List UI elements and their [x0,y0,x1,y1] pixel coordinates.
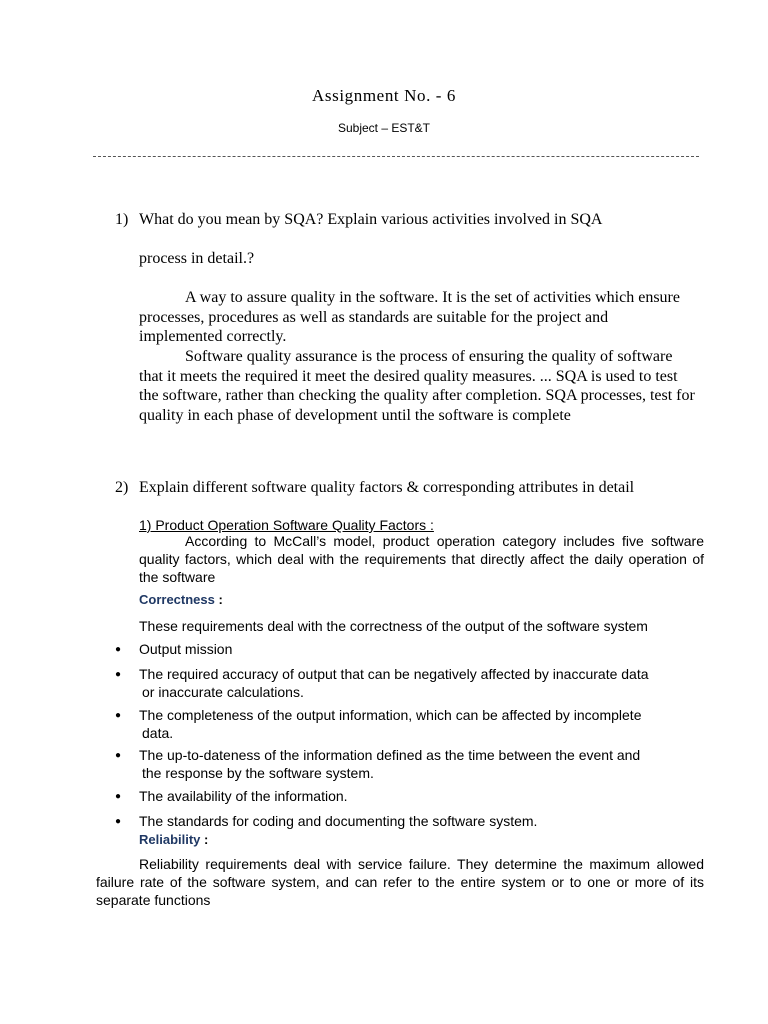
list-item-text [139,788,704,806]
reliability-label-text: Reliability [139,832,201,847]
reliability-description-text: Reliability requirements deal with service failure. They determine the maximum allowed failure rate of the software system, and can refer to the entire system or to one or more of its separate functions [96,856,704,908]
list-item-line-1: The standards for coding and documenting the software system. [139,813,538,829]
question-1 [115,210,715,230]
product-operation-heading: 1) Product Operation Software Quality Factors : [139,517,434,533]
dashed-divider [93,156,699,157]
list-item-line-1: The availability of the information. [139,788,348,804]
bullet-icon: ● [115,710,122,721]
question-1-continuation: process in detail.? [139,250,255,267]
mccall-intro-paragraph [139,532,704,586]
list-item-line-2: data. [142,724,174,741]
answer-1-paragraph-1 [139,288,695,347]
list-item-line-1: Output mission [139,641,233,657]
bullet-icon: ● [115,816,122,827]
bullet-icon: ● [115,644,122,655]
question-1-number: 1) [115,211,129,228]
correctness-label-text: Correctness [139,592,215,607]
list-item-text [139,666,704,701]
answer-1-paragraph-1-text: A way to assure quality in the software. It is the set of activities which ensure processes, procedures as well as standards are suitable for the project and implemented correctly. [139,289,680,345]
list-item-text [139,813,704,831]
question-1-text: What do you mean by SQA? Explain various activities involved in SQA [139,211,603,228]
answer-1-paragraph-2-text: Software quality assurance is the process of ensuring the quality of software that it meets the required it meet the desired quality measures. ... SQA is used to test the software, rather than checking the quality after completion. SQA processes, test for quality in each phase of development until the software is complete [139,348,695,424]
question-2-number: 2) [115,479,129,496]
mccall-intro-text: According to McCall’s model, product operation category includes five software quality factors, which deal with the requirements that directly affect the daily operation of the software [139,533,704,585]
list-item-line-1: The up-to-dateness of the information defined as the time between the event and [139,747,641,763]
bullet-icon: ● [115,750,122,761]
correctness-description: These requirements deal with the correctness of the output of the software system [139,618,648,634]
correctness-label: Correctness : [139,592,223,607]
list-item-text [139,641,704,659]
question-2-text: Explain different software quality factors & corresponding attributes in detail [139,479,635,496]
list-item-text [139,707,704,742]
list-item-line-2: the response by the software system. [142,764,374,781]
answer-1-paragraph-2 [139,347,695,425]
subject-line: Subject – EST&T [337,121,431,135]
reliability-label: Reliability : [139,832,209,847]
bullet-icon: ● [115,791,122,802]
list-item-line-1: The completeness of the output information, which can be affected by incomplete [139,707,642,723]
question-2 [115,478,715,498]
list-item-line-1: The required accuracy of output that can be negatively affected by inaccurate data [139,666,649,682]
list-item-line-2: or inaccurate calculations. [142,683,304,700]
bullet-icon: ● [115,669,122,680]
reliability-description [96,855,704,909]
list-item-text [139,747,704,782]
assignment-title: Assignment No. - 6 [312,86,456,105]
